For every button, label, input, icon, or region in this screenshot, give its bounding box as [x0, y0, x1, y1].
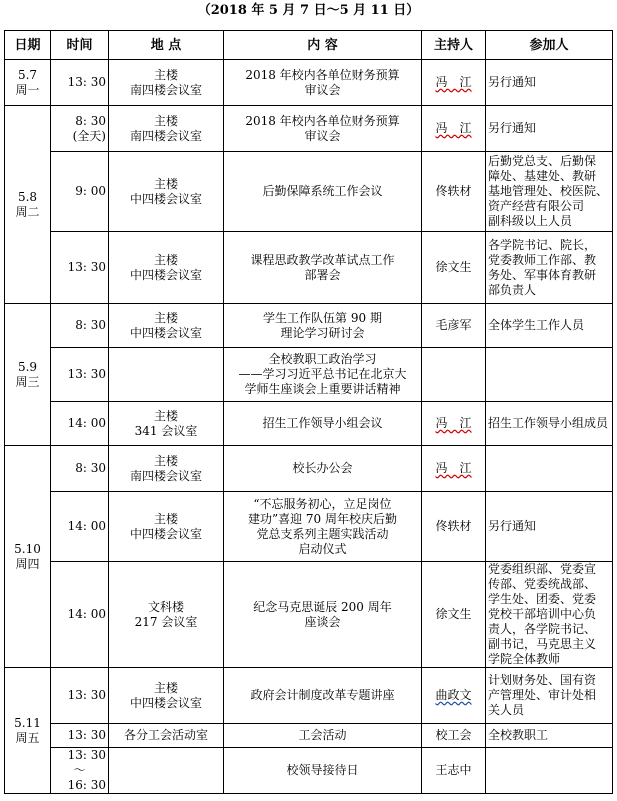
- place-cell: [109, 60, 224, 106]
- participants-line: 招生工作领导小组成员: [488, 416, 609, 430]
- date-label: 5.11: [14, 715, 41, 730]
- place-cell: [109, 446, 224, 492]
- place-line: 中四楼会议室: [129, 267, 202, 282]
- time-text: 8: 30: [75, 318, 106, 332]
- place-cell: [109, 348, 224, 402]
- participants-cell: [486, 562, 613, 668]
- host-cell: [422, 492, 486, 562]
- place-cell: [109, 402, 224, 446]
- time-text: 13: 30: [67, 75, 106, 89]
- date-label: 5.7: [17, 67, 38, 82]
- time-text: 13: 30: [67, 748, 106, 762]
- place-line: 217 会议室: [134, 614, 198, 629]
- host-name: 校工会: [435, 728, 472, 742]
- content-line: 党总支系列主题实践活动: [256, 526, 389, 541]
- date-cell: [5, 446, 51, 668]
- date-cell: [5, 304, 51, 446]
- header-date: 日期: [5, 31, 51, 60]
- participants-line: 计划财务处、国有资: [488, 673, 597, 687]
- participants-line: 关人员: [488, 703, 525, 717]
- participants-line: 另行通知: [488, 121, 537, 135]
- table-row: [5, 748, 613, 794]
- content-cell: [224, 724, 422, 748]
- content-line: 校长办公会: [292, 461, 353, 475]
- time-cell: [51, 562, 109, 668]
- place-line: 中四楼会议室: [129, 325, 202, 340]
- host-cell: [422, 152, 486, 232]
- participants-cell: [486, 668, 613, 724]
- table-row: [5, 152, 613, 232]
- host-name: 冯 江: [435, 75, 472, 89]
- content-line: 学师生座谈会上重要讲话精神: [244, 382, 401, 396]
- participants-line: 各学院书记、院长，: [488, 237, 597, 252]
- time-text: 14: 00: [67, 519, 106, 533]
- place-line: 主楼: [153, 113, 178, 128]
- content-line: 后勤保障系统工作会议: [262, 184, 383, 198]
- host-name: 曲政文: [435, 688, 472, 702]
- place-cell: [109, 106, 224, 152]
- table-row: [5, 562, 613, 668]
- date-cell: [5, 668, 51, 794]
- header-host: 主持人: [422, 31, 486, 60]
- date-cell: [5, 60, 51, 106]
- content-cell: [224, 232, 422, 304]
- time-text: ～: [73, 763, 86, 777]
- host-cell: [422, 60, 486, 106]
- weekday-label: 周三: [15, 374, 40, 389]
- participants-line: 资产经营有限公司: [488, 199, 585, 213]
- place-line: 南四楼会议室: [129, 82, 202, 97]
- time-cell: [51, 60, 109, 106]
- content-line: 座谈会: [304, 614, 341, 629]
- time-cell: [51, 668, 109, 724]
- place-line: 主楼: [153, 511, 178, 526]
- place-cell: [109, 492, 224, 562]
- place-line: 341 会议室: [134, 423, 198, 438]
- host-name: 冯 江: [435, 461, 472, 475]
- content-line: 建功”喜迎 70 周年校庆后勤: [247, 511, 398, 526]
- participants-line: 传部、党委统战部、: [488, 577, 597, 591]
- host-name: 佟轶材: [435, 184, 472, 198]
- time-cell: [51, 348, 109, 402]
- time-cell: [51, 748, 109, 794]
- participants-cell: [486, 304, 613, 348]
- header-row: [5, 31, 613, 60]
- content-line: 启动仪式: [298, 541, 347, 556]
- place-line: 主楼: [153, 252, 178, 267]
- content-cell: [224, 304, 422, 348]
- time-text: (全天): [72, 128, 106, 143]
- content-cell: [224, 402, 422, 446]
- date-label: 5.8: [17, 189, 38, 204]
- content-line: 2018 年校内各单位财务预算: [245, 67, 400, 82]
- header-participants: 参加人: [486, 31, 613, 60]
- participants-line: 副科级以上人员: [488, 214, 573, 228]
- table-row: [5, 446, 613, 492]
- host-name: 王志中: [435, 763, 472, 777]
- content-line: 审议会: [304, 128, 341, 143]
- participants-line: 后勤党总支、后勤保: [488, 154, 597, 168]
- participants-cell: [486, 106, 613, 152]
- place-cell: [109, 304, 224, 348]
- participants-line: 基地管理处、校医院、: [488, 184, 609, 198]
- table-row: [5, 668, 613, 724]
- place-line: 南四楼会议室: [129, 128, 202, 143]
- participants-line: 另行通知: [488, 519, 537, 533]
- content-line: 政府会计制度改革专题讲座: [250, 688, 395, 702]
- content-line: ——学习习近平总书记在北京大: [238, 367, 407, 381]
- place-cell: [109, 562, 224, 668]
- date-label: 5.9: [17, 359, 38, 374]
- participants-line: 学生处、团委、党委: [488, 592, 597, 606]
- weekday-label: 周二: [15, 204, 40, 219]
- host-name: 冯 江: [435, 121, 472, 135]
- participants-cell: [486, 492, 613, 562]
- place-cell: [109, 152, 224, 232]
- place-line: 中四楼会议室: [129, 695, 202, 710]
- place-line: 文科楼: [147, 599, 184, 614]
- participants-line: 产管理处、审计处相: [488, 688, 597, 702]
- participants-line: 另行通知: [488, 75, 537, 89]
- weekday-label: 周五: [15, 730, 40, 745]
- host-cell: [422, 106, 486, 152]
- table-row: [5, 492, 613, 562]
- table-row: [5, 348, 613, 402]
- place-line: 主楼: [153, 453, 178, 468]
- place-cell: [109, 668, 224, 724]
- host-name: 毛彦军: [435, 318, 472, 332]
- time-text: 13: 30: [67, 367, 106, 381]
- time-cell: [51, 232, 109, 304]
- place-line: 主楼: [153, 310, 178, 325]
- date-cell: [5, 106, 51, 304]
- content-line: 理论学习研讨会: [280, 325, 365, 340]
- time-text: 13: 30: [67, 260, 106, 274]
- schedule-table: [4, 30, 613, 794]
- time-text: 13: 30: [67, 728, 106, 742]
- host-cell: [422, 724, 486, 748]
- host-cell: [422, 348, 486, 402]
- host-cell: [422, 402, 486, 446]
- place-line: 主楼: [153, 408, 178, 423]
- time-cell: [51, 152, 109, 232]
- date-label: 5.10: [14, 541, 41, 556]
- place-cell: [109, 232, 224, 304]
- header-content: 内 容: [224, 31, 422, 60]
- host-cell: [422, 446, 486, 492]
- table-row: [5, 304, 613, 348]
- time-text: 16: 30: [67, 778, 106, 792]
- participants-line: 全体学生工作人员: [488, 318, 585, 332]
- participants-line: 部负责人: [488, 282, 537, 297]
- place-line: 中四楼会议室: [129, 191, 202, 206]
- content-cell: [224, 152, 422, 232]
- time-cell: [51, 724, 109, 748]
- content-cell: [224, 748, 422, 794]
- table-row: [5, 232, 613, 304]
- host-cell: [422, 232, 486, 304]
- page-subtitle: （2018 年 5 月 7 日～5 月 11 日）: [197, 3, 420, 18]
- table-row: [5, 724, 613, 748]
- content-line: 工会活动: [298, 728, 347, 742]
- content-line: 学生工作队伍第 90 期: [263, 310, 382, 325]
- host-name: 冯 江: [435, 416, 472, 430]
- weekday-label: 周一: [15, 82, 40, 97]
- table-row: [5, 106, 613, 152]
- participants-line: 党校干部培训中心负: [488, 607, 597, 621]
- content-cell: [224, 60, 422, 106]
- table-row: [5, 60, 613, 106]
- participants-cell: [486, 402, 613, 446]
- time-text: 8: 30: [75, 461, 106, 475]
- time-cell: [51, 106, 109, 152]
- weekday-label: 周四: [15, 556, 40, 571]
- host-cell: [422, 304, 486, 348]
- content-cell: [224, 106, 422, 152]
- content-line: 审议会: [304, 82, 341, 97]
- time-text: 14: 00: [67, 416, 106, 430]
- place-line: 主楼: [153, 680, 178, 695]
- place-line: 各分工会活动室: [123, 728, 208, 742]
- content-cell: [224, 446, 422, 492]
- content-line: 部署会: [304, 267, 341, 282]
- content-line: 招生工作领导小组会议: [262, 416, 383, 430]
- time-text: 9: 00: [75, 184, 106, 198]
- participants-line: 党委组织部、党委宣: [488, 562, 597, 576]
- participants-line: 学院全体教师: [488, 652, 561, 666]
- place-line: 南四楼会议室: [129, 468, 202, 483]
- time-cell: [51, 402, 109, 446]
- host-name: 徐文生: [435, 260, 472, 274]
- content-line: 课程思政教学改革试点工作: [250, 252, 395, 267]
- place-line: 主楼: [153, 67, 178, 82]
- header-place: 地 点: [109, 31, 224, 60]
- content-cell: [224, 668, 422, 724]
- participants-cell: [486, 748, 613, 794]
- time-cell: [51, 304, 109, 348]
- place-line: 主楼: [153, 176, 178, 191]
- time-cell: [51, 446, 109, 492]
- host-cell: [422, 668, 486, 724]
- host-name: 佟轶材: [435, 519, 472, 533]
- participants-line: 障处、基建处、教研: [488, 169, 597, 183]
- host-name: 徐文生: [435, 607, 472, 621]
- host-cell: [422, 562, 486, 668]
- place-cell: [109, 724, 224, 748]
- content-cell: [224, 562, 422, 668]
- content-line: 2018 年校内各单位财务预算: [245, 113, 400, 128]
- participants-cell: [486, 446, 613, 492]
- content-cell: [224, 348, 422, 402]
- content-line: 校领导接待日: [286, 763, 359, 777]
- content-line: “不忘服务初心，立足岗位: [253, 496, 392, 511]
- place-line: 中四楼会议室: [129, 526, 202, 541]
- time-text: 8: 30: [75, 113, 106, 128]
- place-cell: [109, 748, 224, 794]
- time-cell: [51, 492, 109, 562]
- content-cell: [224, 492, 422, 562]
- participants-cell: [486, 348, 613, 402]
- participants-line: 党委教师工作部、教: [488, 252, 597, 267]
- participants-cell: [486, 232, 613, 304]
- participants-cell: [486, 152, 613, 232]
- table-row: [5, 402, 613, 446]
- time-text: 13: 30: [67, 688, 106, 702]
- participants-cell: [486, 60, 613, 106]
- host-cell: [422, 748, 486, 794]
- content-line: 全校教职工政治学习: [268, 352, 377, 366]
- participants-line: 全校教职工: [488, 728, 549, 742]
- participants-line: 副书记，马克思主义: [488, 637, 597, 651]
- time-text: 14: 00: [67, 607, 106, 621]
- participants-line: 务处、军事体育教研: [488, 267, 597, 282]
- header-time: 时间: [51, 31, 109, 60]
- participants-line: 责人，各学院书记、: [488, 622, 597, 636]
- content-line: 纪念马克思诞辰 200 周年: [253, 599, 392, 614]
- participants-cell: [486, 724, 613, 748]
